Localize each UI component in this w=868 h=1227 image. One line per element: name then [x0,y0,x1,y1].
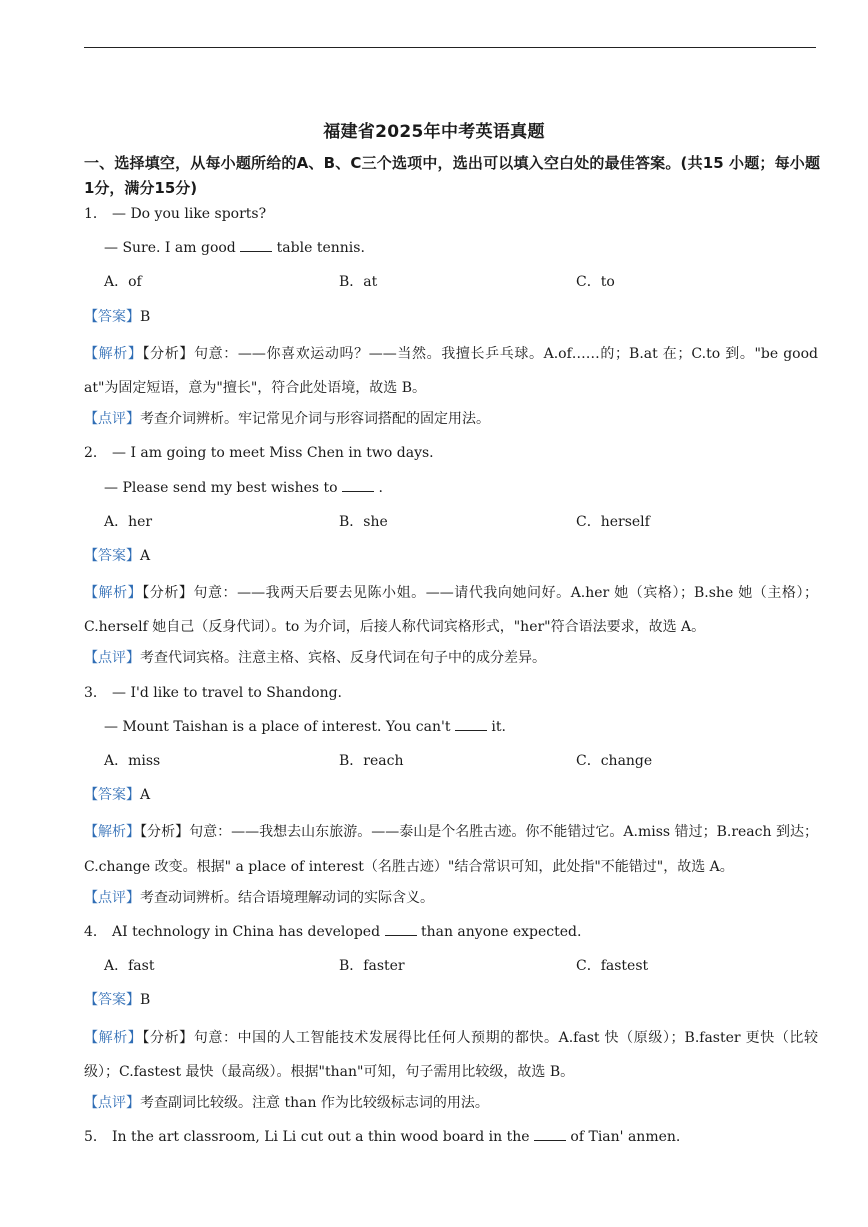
option-a: A．fast [104,958,155,975]
question-3-options [84,747,818,781]
option-b: B．she [339,513,388,530]
comment-text: 考查代词宾格。注意主格、宾格、反身代词在句子中的成分差异。 [140,650,546,667]
question-text: table tennis. [272,240,365,257]
answer-blank [240,237,272,252]
question-5-stem [84,1123,818,1157]
header-rule [84,47,816,48]
option-a: A．miss [104,753,161,770]
question-4-comment [84,1089,818,1123]
answer-tag: 【答案】 [84,308,140,325]
option-c: C．to [576,274,615,291]
comment-tag: 【点评】 [84,889,140,906]
question-text: — I am going to meet Miss Chen in two days. [112,445,434,462]
answer-tag: 【答案】 [84,547,140,564]
question-list [84,200,818,1157]
analysis-tag: 【解析】 [84,1029,143,1046]
option-b: B．reach [339,753,404,770]
question-2-analysis [84,576,818,644]
question-2-options [84,508,818,542]
analysis-text: 【分析】句意：中国的人工智能技术发展得比任何人预期的都快。A.fast 快（原级）；B.faster 更快（比较级）；C.fastest 最快（最高级）。根据"than"可知，句子需用比较级，故选 B。 [84,1029,818,1080]
question-text: of Tian' anmen. [565,1129,681,1146]
question-2-comment [84,644,818,678]
question-2-reply [84,474,818,508]
answer-blank [534,1126,566,1141]
option-a: A．her [104,513,153,530]
question-2-answer [84,542,818,576]
answer-tag: 【答案】 [84,787,140,804]
question-1-analysis [84,337,818,405]
question-1-answer [84,303,818,337]
question-text: — Please send my best wishes to [104,479,343,496]
comment-text: 考查动词辨析。结合语境理解动词的实际含义。 [140,889,434,906]
comment-text: 考查介词辨析。牢记常见介词与形容词搭配的固定用法。 [140,411,490,428]
analysis-tag: 【解析】 [84,824,141,841]
answer-tag: 【答案】 [84,992,140,1009]
question-3-stem [84,679,818,713]
question-number: 3． [84,684,107,701]
answer-value: A [140,547,151,564]
question-text: than anyone expected. [416,923,582,940]
question-1-stem [84,200,818,234]
question-number: 4． [84,923,107,940]
comment-tag: 【点评】 [84,411,140,428]
question-3-analysis [84,815,818,883]
question-text: . [374,479,383,496]
question-text: AI technology in China has developed [112,923,385,940]
option-b: B．at [339,274,378,291]
answer-blank [342,477,374,492]
option-c: C．fastest [576,958,649,975]
question-text: In the art classroom, Li Li cut out a thin wood board in the [112,1129,534,1146]
analysis-text: 【分析】句意：——你喜欢运动吗？——当然。我擅长乒乓球。A.of……的；B.at 在；C.to 到。"be good at"为固定短语，意为"擅长"，符合此处语境，故选 B。 [84,345,818,396]
question-text: — Sure. I am good [104,240,241,257]
question-text: it. [486,718,506,735]
answer-blank [385,921,417,936]
comment-tag: 【点评】 [84,650,140,667]
question-3-comment [84,884,818,918]
answer-value: B [140,992,151,1009]
question-2-stem [84,439,818,473]
question-4-analysis [84,1021,818,1089]
section-heading: 一、选择填空，从每小题所给的A、B、C三个选项中，选出可以填入空白处的最佳答案。(共15 小题；每小题1分，满分15分) [84,154,820,197]
question-text: — Mount Taishan is a place of interest. You can't [104,718,455,735]
analysis-tag: 【解析】 [84,585,143,602]
answer-value: A [140,787,151,804]
question-number: 5． [84,1129,107,1146]
page-title: 福建省2025年中考英语真题 [323,122,545,142]
option-b: B．faster [339,958,405,975]
analysis-text: 【分析】句意：——我想去山东旅游。——泰山是个名胜古迹。你不能错过它。A.miss 错过；B.reach 到达；C.change 改变。根据" a place of interest（名胜古迹）"结合常识可知，此处指"不能错过"，故选 A。 [84,824,818,875]
question-4-options [84,952,818,986]
option-c: C．change [576,753,653,770]
option-a: A．of [104,274,142,291]
comment-text: 考查副词比较级。注意 than 作为比较级标志词的用法。 [140,1094,489,1111]
answer-value: B [140,308,151,325]
question-3-answer [84,781,818,815]
question-4-stem [84,918,818,952]
question-1-reply [84,234,818,268]
option-c: C．herself [576,513,650,530]
question-text: — I'd like to travel to Shandong. [112,684,343,701]
question-1-options [84,268,818,302]
analysis-text: 【分析】句意：——我两天后要去见陈小姐。——请代我向她问好。A.her 她（宾格）；B.she 她（主格）；C.herself 她自己（反身代词）。to 为介词，后接人称代词宾格形式，"her"符合语法要求，故选 A。 [84,585,818,636]
question-4-answer [84,986,818,1020]
analysis-tag: 【解析】 [84,345,143,362]
answer-blank [455,716,487,731]
question-1-comment [84,405,818,439]
question-number: 1． [84,206,107,222]
question-3-reply [84,713,818,747]
comment-tag: 【点评】 [84,1094,140,1111]
question-number: 2． [84,445,107,462]
question-text: — Do you like sports? [112,206,267,222]
